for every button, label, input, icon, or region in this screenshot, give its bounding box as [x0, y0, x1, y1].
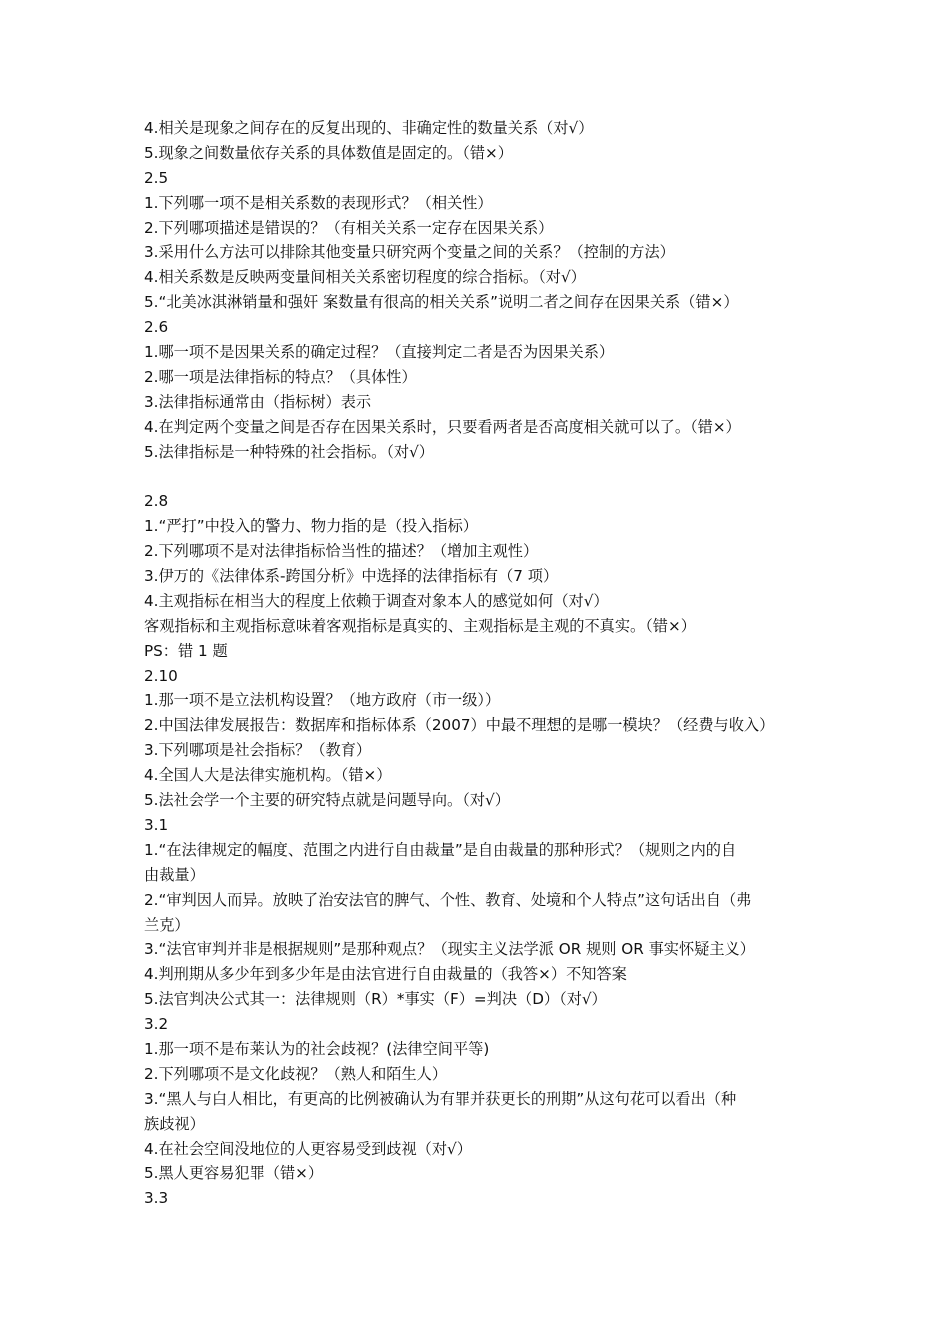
- text-line: 4.在社会空间没地位的人更容易受到歧视（对√）: [144, 1139, 472, 1158]
- section-heading: 2.10: [144, 666, 178, 685]
- text-line: 客观指标和主观指标意味着客观指标是真实的、主观指标是主观的不真实。（错×）: [144, 616, 696, 635]
- text-line: 5.现象之间数量依存关系的具体数值是固定的。（错×）: [144, 143, 513, 162]
- text-line: 4.判刑期从多少年到多少年是由法官进行自由裁量的（我答×）不知答案: [144, 965, 627, 984]
- text-line: 2.哪一项是法律指标的特点？（具体性）: [144, 367, 417, 386]
- text-line: 4.在判定两个变量之间是否存在因果关系时，只要看两者是否高度相关就可以了。（错×）: [144, 417, 741, 436]
- text-line: 5.法律指标是一种特殊的社会指标。（对√）: [144, 442, 434, 461]
- text-line: 5.“北美冰淇淋销量和强奸 案数量有很高的相关关系”说明二者之间存在因果关系（错×）: [144, 293, 739, 312]
- text-line: 2.“审判因人而异。放映了治安法官的脾气、个性、教育、处境和个人特点”这句话出自（弗: [144, 890, 752, 909]
- text-line: 2.中国法律发展报告：数据库和指标体系（2007）中最不理想的是哪一模块？（经费与收入）: [144, 716, 775, 735]
- text-line: 5.黑人更容易犯罪（错×）: [144, 1164, 324, 1183]
- section-heading: 3.1: [144, 815, 169, 834]
- text-line: 1.哪一项不是因果关系的确定过程？（直接判定二者是否为因果关系）: [144, 343, 615, 362]
- text-line: 族歧视）: [144, 1114, 205, 1133]
- text-line: 1.“严打”中投入的警力、物力指的是（投入指标）: [144, 517, 478, 536]
- text-line: 1.“在法律规定的幅度、范围之内进行自由裁量”是自由裁量的那种形式？（规则之内的自: [144, 840, 737, 859]
- text-line: 3.法律指标通常由（指标树）表示: [144, 392, 372, 411]
- text-line: 1.那一项不是立法机构设置？（地方政府（市一级））: [144, 691, 501, 710]
- text-line: 2.下列哪项描述是错误的？（有相关关系一定存在因果关系）: [144, 218, 554, 237]
- section-heading: 3.3: [144, 1189, 169, 1208]
- text-line: 4.相关是现象之间存在的反复出现的、非确定性的数量关系（对√）: [144, 119, 594, 137]
- text-line: 5.法官判决公式其一：法律规则（R）*事实（F）=判决（D）（对√）: [144, 990, 607, 1009]
- document-page: [144, 116, 824, 1211]
- text-line: 1.那一项不是布莱认为的社会歧视？(法律空间平等): [144, 1039, 490, 1058]
- text-line: 4.全国人大是法律实施机构。（错×）: [144, 766, 392, 785]
- text-line: 由裁量）: [144, 865, 205, 884]
- text-line: 兰克）: [144, 915, 190, 934]
- text-line: 5.法社会学一个主要的研究特点就是问题导向。（对√）: [144, 791, 510, 810]
- text-line: 3.“黑人与白人相比，有更高的比例被确认为有罪并获更长的刑期”从这句花可以看出（种: [144, 1089, 737, 1108]
- note-line: PS：错 1 题: [144, 641, 228, 660]
- text-line: 3.“法官审判并非是根据规则”是那种观点？（现实主义法学派 OR 规则 OR 事实怀疑主义）: [144, 940, 755, 959]
- text-line: 4.主观指标在相当大的程度上依赖于调查对象本人的感觉如何（对√）: [144, 591, 609, 610]
- text-line: 2.下列哪项不是文化歧视？（熟人和陌生人）: [144, 1064, 448, 1083]
- blank-line: [144, 464, 824, 489]
- text-line: 1.下列哪一项不是相关系数的表现形式？（相关性）: [144, 193, 493, 212]
- text-line: 3.伊万的《法律体系-跨国分析》中选择的法律指标有（7 项）: [144, 567, 559, 586]
- section-heading: 2.5: [144, 168, 169, 187]
- section-heading: 2.6: [144, 318, 169, 337]
- text-line: 3.采用什么方法可以排除其他变量只研究两个变量之间的关系？（控制的方法）: [144, 243, 675, 262]
- section-heading: 3.2: [144, 1015, 169, 1034]
- text-line: 4.相关系数是反映两变量间相关关系密切程度的综合指标。（对√）: [144, 268, 586, 287]
- text-line: 3.下列哪项是社会指标？（教育）: [144, 741, 372, 760]
- text-line: 2.下列哪项不是对法律指标恰当性的描述？（增加主观性）: [144, 542, 539, 561]
- section-heading: 2.8: [144, 492, 169, 511]
